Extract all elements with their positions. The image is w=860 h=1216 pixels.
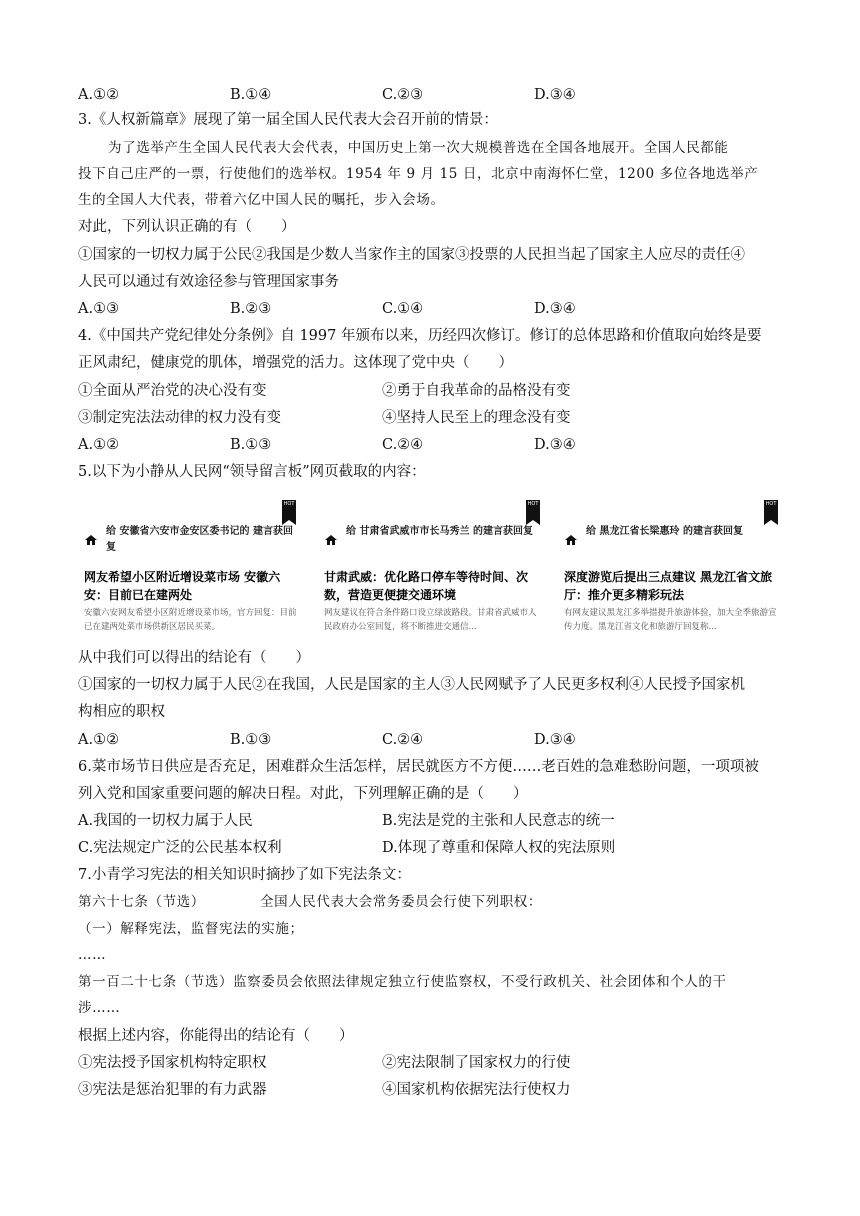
q4-options xyxy=(78,435,778,455)
q4-statements xyxy=(78,381,778,401)
q4-stem: 4.《中国共产党纪律处分条例》自 1997 年颁布以来，历经四次修订。修订的总体思路和价值取向始终是要 xyxy=(78,328,762,344)
q7-article-67 xyxy=(78,892,778,912)
q7-article-127: 涉…… xyxy=(78,1000,121,1016)
option-c: C.宪法规定广泛的公民基本权利 xyxy=(78,840,282,856)
option-c: C.①④ xyxy=(382,301,424,317)
q6-options xyxy=(78,838,778,858)
option-b: B.②③ xyxy=(230,301,272,317)
q7-article-item: （一）解释宪法，监督宪法的实施； xyxy=(78,921,304,937)
q2-options xyxy=(78,85,778,105)
q7-article-127: 第一百二十七条（节选）监察委员会依照法律规定独立行使监察权，不受行政机关、社会团体和个人的干 xyxy=(78,974,727,990)
statement: ③制定宪法法动律的权力没有变 xyxy=(78,410,281,426)
q4-stem: 正风肃纪，健康党的肌体，增强党的活力。这体现了党中央（ ） xyxy=(78,355,513,371)
card-title: 甘肃武威：优化路口停车等待时间、次数，营造更便捷交通环境 xyxy=(324,570,529,602)
article-text: 全国人民代表大会常务委员会行使下列职权： xyxy=(260,894,542,910)
q4-statements xyxy=(78,408,778,428)
option-b: B.①③ xyxy=(230,437,272,453)
option-b: B.宪法是党的主张和人民意志的统一 xyxy=(382,813,615,829)
statement: ①全面从严治党的决心没有变 xyxy=(78,383,267,399)
card-heading: 给 甘肃省武威市市长马秀兰 的建言获回复 xyxy=(346,526,533,537)
q3-stem: 3.《人权新篇章》展现了第一届全国人民代表大会召开前的情景： xyxy=(78,112,498,128)
hot-badge: HOT xyxy=(282,500,296,520)
house-icon xyxy=(564,534,578,546)
option-b: B.①③ xyxy=(230,732,272,748)
option-a: A.①② xyxy=(78,87,120,103)
card-heading: 给 黑龙江省长梁惠玲 的建言获回复 xyxy=(586,526,743,537)
message-card xyxy=(78,498,306,636)
q5-options xyxy=(78,730,778,750)
q6-stem: 列入党和国家重要问题的解决日程。对此，下列理解正确的是（ ） xyxy=(78,786,528,802)
message-board-screenshot xyxy=(78,498,786,636)
statement: ④坚持人民至上的理念没有变 xyxy=(382,410,571,426)
q7-ellipsis: …… xyxy=(78,947,107,963)
option-a: A.我国的一切权力属于人民 xyxy=(78,813,253,829)
q3-quote-line: 投下自己庄严的一票，行使他们的选举权。1954 年 9 月 15 日，北京中南海怀仁堂，1200 多位各地选举产 xyxy=(78,166,759,182)
q5-statements: ①国家的一切权力属于人民②在我国，人民是国家的主人③人民网赋予了人民更多权利④人民授予国家机 xyxy=(78,677,745,693)
q5-statements: 构相应的职权 xyxy=(78,704,165,720)
q6-stem: 6.菜市场节日供应是否充足，困难群众生活怎样，居民就医方不方便……老百姓的急难愁盼问题，一项项被 xyxy=(78,759,759,775)
card-title: 深度游览后提出三点建议 黑龙江省文旅厅：推介更多精彩玩法 xyxy=(564,570,773,602)
option-d: D.③④ xyxy=(534,732,576,748)
q5-question: 从中我们可以得出的结论有（ ） xyxy=(78,650,310,666)
q3-question: 对此，下列认识正确的有（ ） xyxy=(78,219,296,235)
card-summary: 有网友建议黑龙江多举措提升旅游体验，加大全季旅游宣传力度。黑龙江省文化和旅游厅回复称... xyxy=(564,608,777,632)
q3-quote-line: 生的全国人大代表，带着六亿中国人民的嘱托，步入会场。 xyxy=(78,192,445,208)
option-d: D.③④ xyxy=(534,437,576,453)
q7-statements xyxy=(78,1080,778,1100)
option-b: B.①④ xyxy=(230,87,272,103)
q3-options xyxy=(78,299,778,319)
option-c: C.②④ xyxy=(382,732,424,748)
statement: ④国家机构依据宪法行使权力 xyxy=(382,1082,571,1098)
option-c: C.②③ xyxy=(382,87,424,103)
q7-stem: 7.小青学习宪法的相关知识时摘抄了如下宪法条文： xyxy=(78,867,411,883)
card-summary: 网友建议在符合条件路口设立绿波路段。甘肃省武威市人民政府办公室回复，将不断推进交通信... xyxy=(324,608,537,632)
house-icon xyxy=(324,534,338,546)
option-c: C.②④ xyxy=(382,437,424,453)
card-summary: 安徽六安网友希望小区附近增设菜市场，官方回复：目前已在建两处菜市场供新区居民买菜。 xyxy=(84,608,297,632)
statement: ②勇于自我革命的品格没有变 xyxy=(382,383,571,399)
option-a: A.①③ xyxy=(78,301,120,317)
card-title: 网友希望小区附近增设菜市场 安徽六安：目前已在建两处 xyxy=(84,570,281,602)
card-heading: 给 安徽省六安市金安区委书记的 建言获回复 xyxy=(106,526,293,553)
statement: ①宪法授予国家机构特定职权 xyxy=(78,1055,267,1071)
message-card xyxy=(318,498,546,636)
option-d: D.③④ xyxy=(534,87,576,103)
option-d: D.③④ xyxy=(534,301,576,317)
hot-badge: HOT xyxy=(526,500,540,520)
statement: ②宪法限制了国家权力的行使 xyxy=(382,1055,571,1071)
q5-stem: 5.以下为小静从人民网“领导留言板”网页截取的内容： xyxy=(78,464,426,480)
house-icon xyxy=(84,534,98,546)
option-d: D.体现了尊重和保障人权的宪法原则 xyxy=(382,840,616,856)
q6-options xyxy=(78,811,778,831)
q7-statements xyxy=(78,1053,778,1073)
hot-badge: HOT xyxy=(764,500,778,520)
article-heading: 第六十七条（节选） xyxy=(78,894,205,910)
option-a: A.①② xyxy=(78,437,120,453)
q3-quote-line: 为了选举产生全国人民代表大会代表，中国历史上第一次大规模普选在全国各地展开。全国人民都能 xyxy=(108,140,729,156)
q7-question: 根据上述内容，你能得出的结论有（ ） xyxy=(78,1028,354,1044)
message-card xyxy=(558,498,786,636)
q3-statements: 人民可以通过有效途径参与管理国家事务 xyxy=(78,274,339,290)
statement: ③宪法是惩治犯罪的有力武器 xyxy=(78,1082,267,1098)
q3-statements: ①国家的一切权力属于公民②我国是少数人当家作主的国家③投票的人民担当起了国家主人应尽的责任④ xyxy=(78,247,745,263)
option-a: A.①② xyxy=(78,732,120,748)
